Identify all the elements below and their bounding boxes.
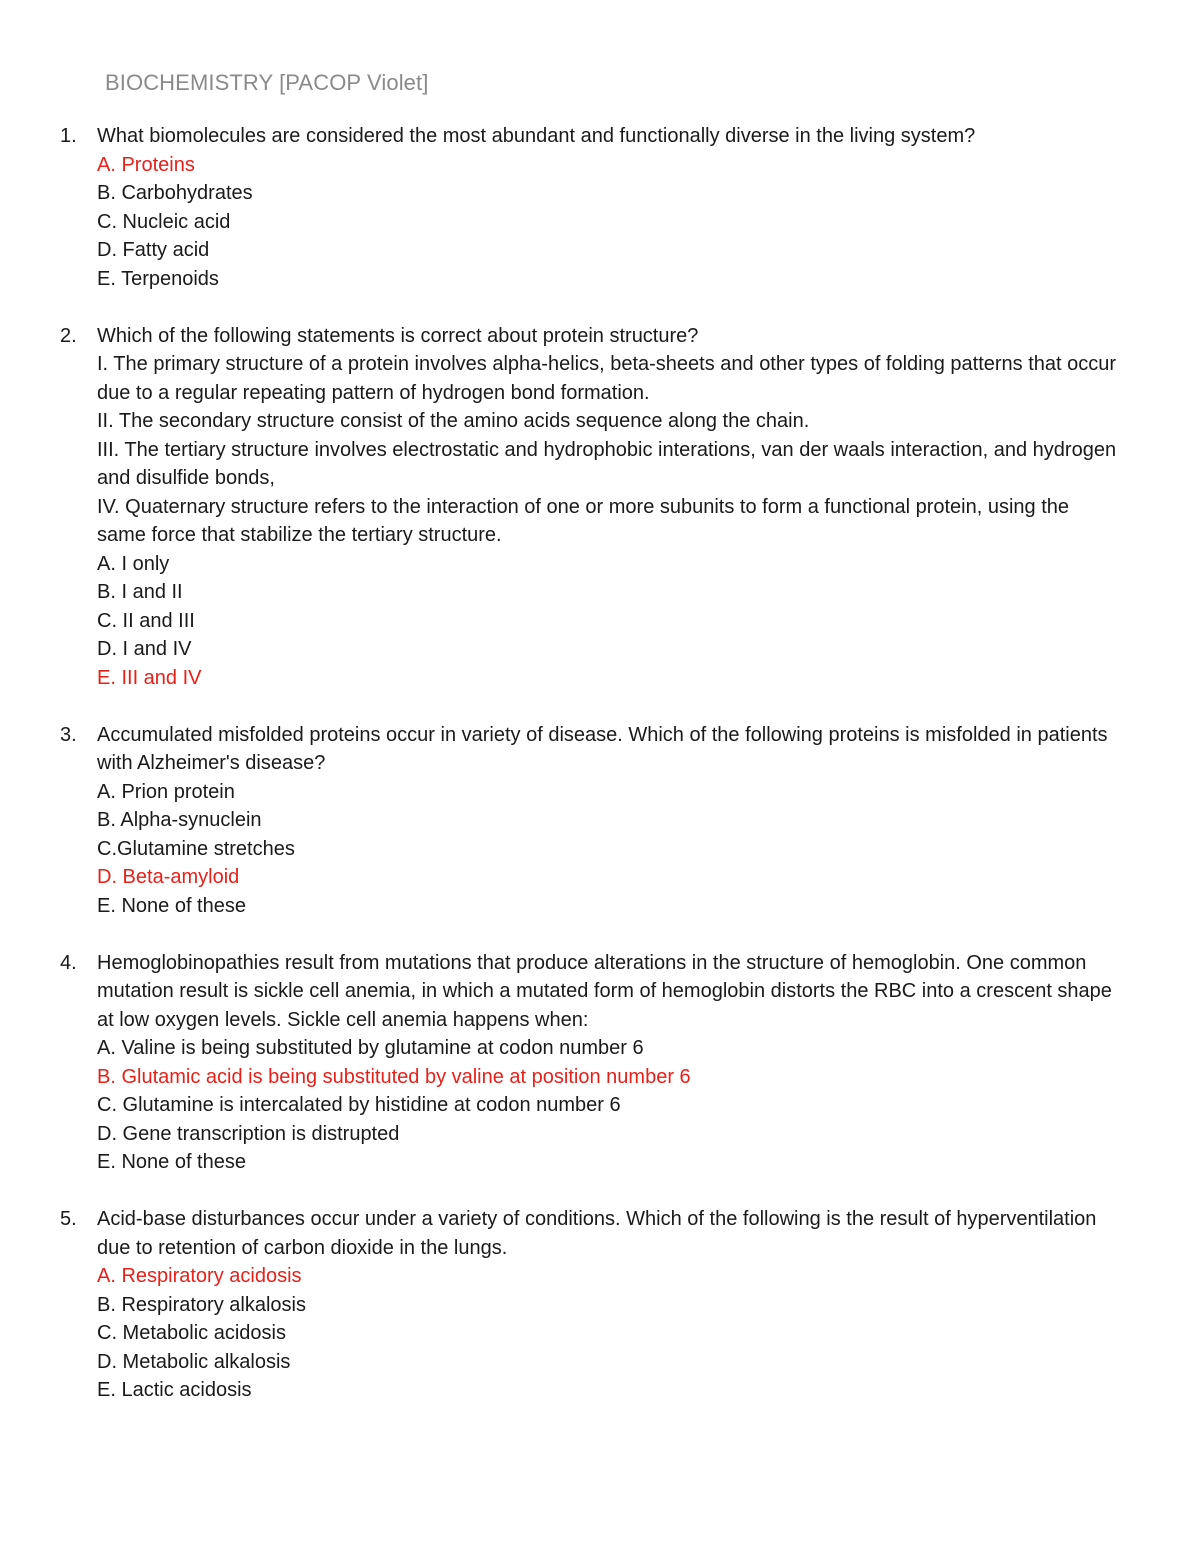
question-body [97, 322, 1120, 693]
question-4 [60, 949, 1120, 1177]
answer-option: A. Prion protein [97, 780, 235, 803]
answer-option: E. Terpenoids [97, 267, 219, 290]
option-list [97, 778, 1120, 921]
question-number: 2. [60, 324, 77, 347]
statement: I. The primary structure of a protein involves alpha-helics, beta-sheets and other types of folding patterns that occur due to a regular repeating pattern of hydrogen bond formation. [97, 353, 1117, 404]
answer-option: A. I only [97, 552, 170, 575]
answer-option: C. Metabolic acidosis [97, 1322, 286, 1344]
answer-option: C. II and III [97, 609, 195, 632]
answer-option-correct: B. Glutamic acid is being substituted by valine at position number 6 [97, 1065, 691, 1088]
question-number: 5. [60, 1208, 77, 1230]
answer-option: E. None of these [97, 1151, 246, 1173]
question-text: What biomolecules are considered the most abundant and functionally diverse in the living system? [97, 125, 976, 147]
question-number: 1. [60, 125, 77, 147]
document-title: BIOCHEMISTRY [PACOP Violet] [105, 70, 429, 95]
question-list [60, 122, 1120, 1433]
question-3 [60, 721, 1120, 921]
question-2 [60, 322, 1120, 693]
answer-option: D. Metabolic alkalosis [97, 1350, 291, 1373]
option-list [97, 1034, 1120, 1177]
answer-option: C. Nucleic acid [97, 210, 231, 233]
question-text: Which of the following statements is correct about protein structure? [97, 324, 699, 347]
question-text: Acid-base disturbances occur under a variety of conditions. Which of the following is the result of hyperventilation due to retention of carbon dioxide in the lungs. [97, 1208, 1097, 1259]
statement: III. The tertiary structure involves electrostatic and hydrophobic interations, van der waals interaction, and hydrogen and disulfide bonds, [97, 438, 1117, 489]
option-list [97, 151, 1120, 294]
option-list [97, 1262, 1120, 1405]
statement-list [97, 350, 1120, 550]
question-number: 4. [60, 951, 77, 974]
statement: II. The secondary structure consist of the amino acids sequence along the chain. [97, 410, 810, 432]
answer-option: B. Respiratory alkalosis [97, 1293, 306, 1316]
answer-option: B. Alpha-synuclein [97, 809, 262, 831]
answer-option: B. Carbohydrates [97, 182, 253, 204]
statement: IV. Quaternary structure refers to the interaction of one or more subunits to form a functional protein, using the same force that stabilize the tertiary structure. [97, 495, 1070, 546]
question-body [97, 721, 1120, 921]
question-5 [60, 1205, 1120, 1405]
question-body [97, 1205, 1120, 1405]
option-list [97, 550, 1120, 693]
question-body [97, 122, 1120, 293]
answer-option-correct: A. Respiratory acidosis [97, 1265, 302, 1287]
question-body [97, 949, 1120, 1177]
answer-option: D. Gene transcription is distrupted [97, 1122, 400, 1145]
answer-option-correct: D. Beta-amyloid [97, 866, 240, 888]
answer-option: D. I and IV [97, 638, 192, 660]
answer-option-correct: E. III and IV [97, 666, 202, 689]
question-text: Hemoglobinopathies result from mutations that produce alterations in the structure of hemoglobin. One common mutation result is sickle cell anemia, in which a mutated form of hemoglobin distorts the RBC into a crescent shape at low oxygen levels. Sickle cell anemia happens when: [97, 951, 1112, 1031]
answer-option: E. None of these [97, 894, 246, 917]
question-1 [60, 122, 1120, 293]
question-number: 3. [60, 723, 77, 746]
answer-option: A. Valine is being substituted by glutamine at codon number 6 [97, 1037, 644, 1059]
answer-option: B. I and II [97, 581, 183, 603]
answer-option: C. Glutamine is intercalated by histidine at codon number 6 [97, 1094, 621, 1116]
answer-option: C.Glutamine stretches [97, 837, 295, 860]
question-text: Accumulated misfolded proteins occur in variety of disease. Which of the following proteins is misfolded in patients with Alzheimer's disease? [97, 723, 1108, 774]
answer-option-correct: A. Proteins [97, 153, 195, 176]
answer-option: E. Lactic acidosis [97, 1379, 252, 1401]
answer-option: D. Fatty acid [97, 239, 210, 261]
